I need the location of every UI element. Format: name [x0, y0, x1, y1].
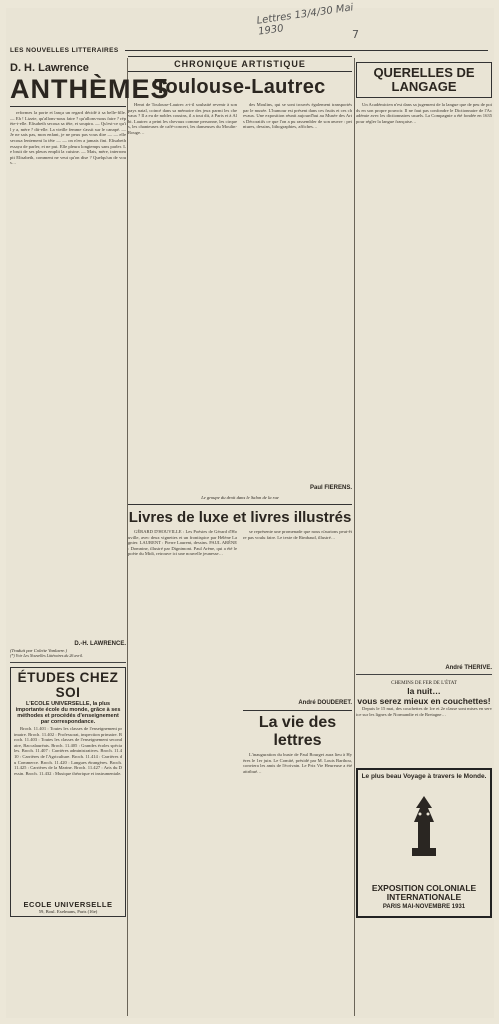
expo-title-block: [360, 884, 488, 913]
ad-body: [356, 706, 492, 762]
ad-school-name: ECOLE UNIVERSELLE: [23, 900, 113, 909]
vie-paragraph: L'inauguration du buste de Paul Bourget aura lieu à Hyères le 1er juin. Le Comité, présidé par M. Louis Barthou, conviera les amis de l'écrivain. Le Prix Vie Heureuse a été attribué…: [243, 752, 352, 774]
expo-title: EXPOSITION COLONIALE INTERNATIONALE: [371, 882, 477, 902]
livres-body-right: [243, 529, 352, 697]
livres-paragraph: GÉRARD D'HOUVILLE : Les Poésies de Gérard d'Houville, avec deux vignettes et un frontispice par Hélène Lagnier. LAURENT : Pierre Laurent, dessins. PAUL ARÈNE : Domnine, illustré par Dignimont. Paul Arène, qui a été le poète du Midi, retrouve ici une nouvelle jeunesse…: [128, 529, 237, 557]
ad-school-address: 59, Boul. Exelmans, Paris (16e): [38, 909, 98, 914]
divider: [10, 662, 126, 663]
column-chronique: [128, 56, 352, 1016]
author-name: D. H. Lawrence: [10, 62, 89, 74]
livres-signature: André DOUDERET.: [298, 700, 352, 706]
ad-etudes-chez-soi: [10, 667, 126, 917]
article-body-right: [243, 102, 352, 482]
article-signature: Paul FIERENS.: [309, 485, 352, 491]
expo-tagline: Le plus beau Voyage à travers le Monde.: [361, 773, 487, 780]
column-divider: [354, 58, 355, 1016]
statue-icon: [398, 794, 450, 858]
expo-date: PARIS MAI-NOVEMBRE 1931: [382, 903, 466, 910]
translator-credit: (Traduit par Colette Vanlaere.): [10, 648, 67, 653]
story-signature: D.-H. LAWRENCE.: [74, 641, 126, 647]
livres-right-wrap: [243, 529, 352, 822]
masthead: [10, 44, 488, 56]
story-title: ANTHÈMES: [10, 74, 126, 107]
footnote: (*) Voir Les Nouvelles Littéraires du 26 avril.: [10, 653, 83, 658]
ad-paragraph: Depuis le 15 mai, des couchettes de 1re et 2e classe sont mises en service sur les lignes de Normandie et de Bretagne…: [356, 706, 492, 717]
article-paragraph: Henri de Toulouse-Lautrec a-t-il souhaité revenir à son pays natal, coincé dans sa mémoire des jeux parmi les chevaux ? Il a eu de nobles cousins, il a tout dit, à Paris et à Albi. Lautrec a peint les chevaux comme personne, les cirques, les chanteuses de café-concert, les danseuses du Moulin-Rouge…: [128, 102, 237, 135]
section-header: CHRONIQUE ARTISTIQUE: [128, 56, 352, 72]
section-title-vie-des-lettres: La vie des lettres: [243, 710, 352, 750]
article-body-left: [128, 102, 237, 490]
ad-headline: vous serez mieux en couchettes!: [357, 696, 491, 706]
ad-subtitle: L'ECOLE UNIVERSELLE, la plus importante école du monde, grâce à ses méthodes et procédés d'enseignement par correspondance.: [15, 701, 121, 725]
divider: [356, 674, 492, 675]
column-querelles: [356, 56, 492, 1016]
ad-exposition-coloniale: [356, 768, 492, 918]
ad-chemins-de-fer: [356, 681, 492, 762]
article-title: Toulouse-Lautrec: [154, 76, 326, 98]
querelles-header-box: [356, 62, 492, 98]
querelles-signature: André THERIVE.: [445, 665, 492, 671]
section-title-livres: Livres de luxe et livres illustrés: [128, 504, 352, 526]
ad-company: CHEMINS DE FER DE L'ÉTAT: [391, 681, 457, 686]
article-columns: [128, 102, 352, 492]
vie-body: [243, 752, 352, 822]
column-lawrence: [10, 56, 170, 1016]
handwritten-number: 7: [352, 28, 359, 41]
livres-body-left: [128, 529, 237, 799]
livres-paragraph: se représente une promenade que nous n'aurions peut-être pas voulu faire. Le texte de Rimbaud, illustré…: [243, 529, 352, 540]
masthead-title: LES NOUVELLES LITTERAIRES: [10, 46, 119, 54]
ad-paragraph: Broch. 11.401 : Toutes les classes de l'enseignement primaire. Broch. 11.402 : Professorat, inspection primaire. Broch. 11.403 : Toutes les classes de l'enseignement secondaire, Baccalauréats. Broch. 11.405 : Grandes écoles spéciales. Broch. 11.407 : Carrières administratives. Broch. 11.410 : Carrières de l'Agriculture. Broch. 11.414 : Carrières du Commerce. Broch. 11.420 : Langues étrangères. Broch. 11.425 : Carrières de la Marine. Broch. 11.427 : Arts du Dessin. Broch. 11.432 : Musique théorique et instrumentale.: [14, 726, 122, 776]
handwritten-note: Lettres 13/4/30 Mai 1930: [256, 2, 355, 38]
story-body: [10, 110, 126, 638]
article-body-right-wrap: [243, 102, 352, 492]
story-paragraph: reformes la porte et lança un regard décidé à sa belle-fille. — Eh ! Lizzie, qu'allons-nous faire ? qu'allons-nous faire ? répète-t-elle. Elisabeth secoua sa tête, et soupira. — Qu'est-ce qu'il y a, mère ? dit-elle. La vieille femme s'assit sur le canapé. — Je ne sais pas, mon enfant, je ne peux pas vous dire — — elle secoua lentement la tête — — on n'en a jamais fini. Elisabeth essaya de parler, et ne put. Elle pleura longtemps sans parler. Le bruit de ses pleurs emplit la cuisine. — Mais, mère, interrompit Elisabeth, comment ne veut qu'on dise ? Quelqu'un de vous…: [10, 110, 126, 166]
image-caption: Le groupe du droit dans le Salon de la rue: [201, 495, 279, 500]
livres-columns: [128, 529, 352, 822]
ad-title: ÉTUDES CHEZ SOI: [17, 670, 119, 700]
ad-body: [14, 726, 122, 896]
querelles-paragraph: Un Académicien n'est dans sa jugement de la langue que de peu de poids en son propre pouvoir. Il ne faut pas confondre le Dictionnaire de l'Académie avec les dictionnaires usuels. La Compagnie a été fondée en 1635 pour régler la langue française…: [356, 102, 492, 124]
querelles-title: QUERELLES DE LANGAGE: [373, 65, 475, 94]
article-paragraph: des Moulins, qui se sont trouvés également transportés par le musée. L'humour est présent dans ces fruits et ces chevaux. Une exposition réunit aujourd'hui au Musée des Arts Décoratifs ce que l'on a pu rassembler de son œuvre : peintures, dessins, lithographies, affiches…: [243, 102, 352, 130]
masthead-rule: [125, 50, 488, 51]
querelles-body: [356, 102, 492, 662]
ad-lead: la nuit…: [407, 686, 441, 696]
